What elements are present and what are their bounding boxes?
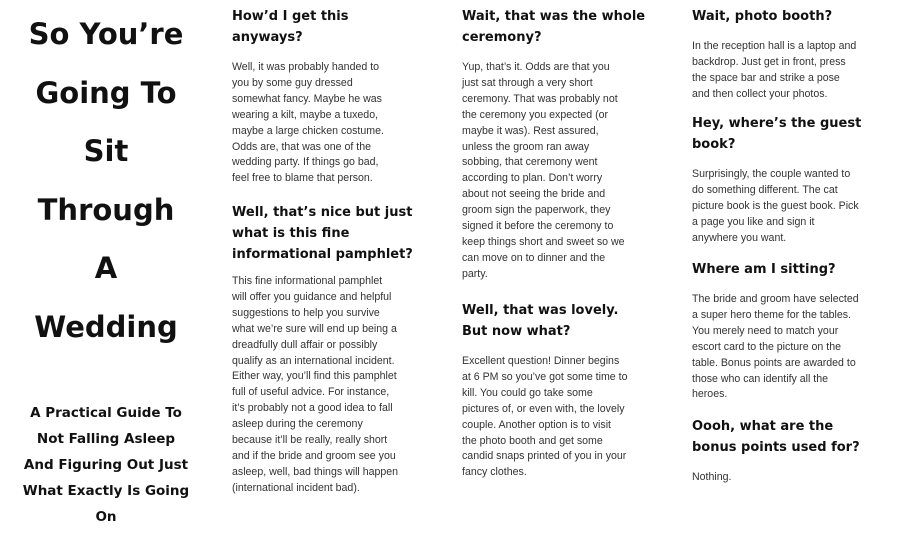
body-line: sobbing, that ceremony went [462, 156, 598, 169]
body-line: fancy clothes. [462, 466, 527, 479]
heading-line: How’d I get this [232, 9, 349, 24]
body-line: full of useful advice. For instance, [232, 386, 390, 399]
section-where-am-i-sitting [692, 259, 892, 403]
section-heading [692, 6, 892, 27]
heading-line: ceremony? [462, 30, 542, 45]
body-line: signed it before the ceremony to [462, 220, 614, 233]
heading-line: anyways? [232, 30, 303, 45]
body-line: somewhat fancy. Maybe he was [232, 92, 382, 105]
body-line: Excellent question! Dinner begins [462, 355, 620, 367]
body-line: it’s probably not a good idea to fall [232, 402, 393, 415]
body-line: do something different. The cat [692, 183, 838, 196]
section-body [462, 60, 667, 283]
page-title [0, 5, 212, 356]
body-line: The bride and groom have selected [692, 293, 859, 305]
body-line: This fine informational pamphlet [232, 275, 383, 287]
body-line: at 6 PM so you’ve got some time to [462, 370, 628, 383]
section-how-did-i-get-this [232, 6, 432, 187]
body-line: unless the groom ran away [462, 140, 590, 153]
heading-line: book? [692, 137, 736, 152]
body-line: Nothing. [692, 471, 732, 483]
section-bonus-points [692, 416, 892, 486]
body-line: picture book is the guest book. Pick [692, 199, 859, 212]
section-heading [232, 202, 432, 265]
heading-line: Hey, where’s the guest [692, 116, 862, 131]
body-line: Odds are, that was one of the [232, 140, 371, 153]
section-but-now-what [462, 300, 667, 481]
body-line: a page you like and sign it [692, 215, 815, 228]
section-heading [462, 300, 667, 342]
body-line: the space bar and strike a pose [692, 71, 840, 84]
heading-line: informational pamphlet? [232, 247, 413, 262]
body-line: suggestions to help you survive [232, 306, 380, 319]
body-line: Either way, you’ll find this pamphlet [232, 370, 397, 383]
body-line: wearing a kilt, maybe a tuxedo, [232, 108, 379, 121]
body-line: can move on to dinner and the [462, 251, 606, 264]
title-line: Through [37, 192, 175, 227]
body-line: couple. Another option is to visit [462, 418, 611, 431]
cover-panel [0, 0, 212, 539]
body-line: kill. You could go take some [462, 386, 593, 399]
heading-line: what is this fine [232, 226, 350, 241]
body-line: the photo booth and get some [462, 434, 603, 447]
section-body [232, 274, 432, 497]
body-line: pictures of, or even with, the lovely [462, 402, 625, 415]
body-line: what we’re sure will end up being a [232, 322, 397, 335]
section-whole-ceremony [462, 6, 667, 283]
title-line: Wedding [34, 309, 178, 344]
title-line: A [94, 251, 118, 285]
subtitle-line: And Figuring Out Just [23, 457, 189, 473]
body-line: wedding party. If things go bad, [232, 156, 379, 169]
title-line: So You’re [28, 17, 184, 51]
section-heading [692, 416, 892, 458]
section-body [692, 39, 892, 103]
body-line: and then collect your photos. [692, 87, 828, 100]
body-line: because it’ll be really, really short [232, 434, 388, 447]
body-line: party. [462, 267, 488, 280]
subtitle-line: Not Falling Asleep [36, 431, 176, 447]
body-line: groom sign the paperwork, they [462, 204, 611, 217]
body-line: and if the bride and groom see you [232, 449, 396, 462]
section-photo-booth [692, 6, 892, 103]
body-line: You merely need to match your [692, 324, 839, 337]
heading-line: bonus points used for? [692, 440, 860, 455]
section-body [692, 292, 892, 403]
heading-line: Wait, photo booth? [692, 9, 833, 24]
heading-line: Wait, that was the whole [462, 9, 646, 24]
heading-line: Well, that’s nice but just [232, 205, 413, 220]
section-body [692, 470, 892, 486]
body-line: qualify as an international incident. [232, 354, 395, 367]
body-line: according to plan. Don’t worry [462, 172, 603, 185]
body-line: the ceremony you expected (or [462, 108, 609, 121]
body-line: asleep, well, bad things will happen [232, 465, 399, 478]
title-line: Sit [83, 134, 129, 168]
section-guest-book [692, 113, 892, 247]
body-line: feel free to blame that person. [232, 172, 373, 185]
heading-line: But now what? [462, 324, 571, 339]
body-line: (international incident bad). [232, 481, 360, 494]
body-line: about not seeing the bride and [462, 188, 606, 201]
heading-line: Where am I sitting? [692, 262, 836, 277]
heading-line: Oooh, what are the [692, 419, 834, 434]
body-line: just sat through a very short [462, 76, 593, 89]
body-line: anywhere you want. [692, 231, 787, 244]
subtitle-line: What Exactly Is Going [22, 483, 190, 499]
section-body [692, 167, 892, 247]
body-line: maybe a large chicken costume. [232, 124, 384, 137]
body-line: Yup, that’s it. Odds are that you [462, 61, 610, 73]
body-line: ceremony. That was probably not [462, 92, 618, 105]
body-line: you by some guy dressed [232, 76, 353, 89]
section-body [462, 354, 667, 481]
subtitle-line: On [95, 509, 117, 525]
title-line: Going To [35, 75, 177, 110]
body-line: In the reception hall is a laptop and [692, 40, 857, 52]
section-heading [692, 113, 892, 155]
heading-line: Well, that was lovely. [462, 303, 619, 318]
section-heading [692, 259, 892, 280]
section-body [232, 60, 432, 187]
column-2 [462, 0, 667, 539]
body-line: heroes. [692, 388, 728, 401]
body-line: a super hero theme for the tables. [692, 308, 851, 321]
body-line: escort card to the picture on the [692, 340, 841, 353]
body-line: Surprisingly, the couple wanted to [692, 168, 851, 180]
section-heading [462, 6, 667, 48]
subtitle-line: A Practical Guide To [30, 405, 182, 421]
section-heading [232, 6, 432, 48]
body-line: candid snaps printed of you in your [462, 450, 627, 463]
body-line: dreadfully dull affair or possibly [232, 338, 378, 351]
body-line: backdrop. Just get in front, press [692, 55, 846, 68]
body-line: maybe it was). Rest assured, [462, 124, 599, 137]
body-line: those who can identify all the [692, 372, 829, 385]
body-line: Well, it was probably handed to [232, 61, 380, 73]
column-3 [692, 0, 892, 539]
body-line: asleep during the ceremony [232, 418, 363, 431]
body-line: table. Bonus points are awarded to [692, 356, 856, 369]
section-what-is-this-pamphlet [232, 202, 432, 497]
body-line: will offer you guidance and helpful [232, 290, 392, 303]
subtitle [0, 400, 212, 530]
body-line: keep things short and sweet so we [462, 235, 625, 248]
column-1 [232, 0, 432, 539]
